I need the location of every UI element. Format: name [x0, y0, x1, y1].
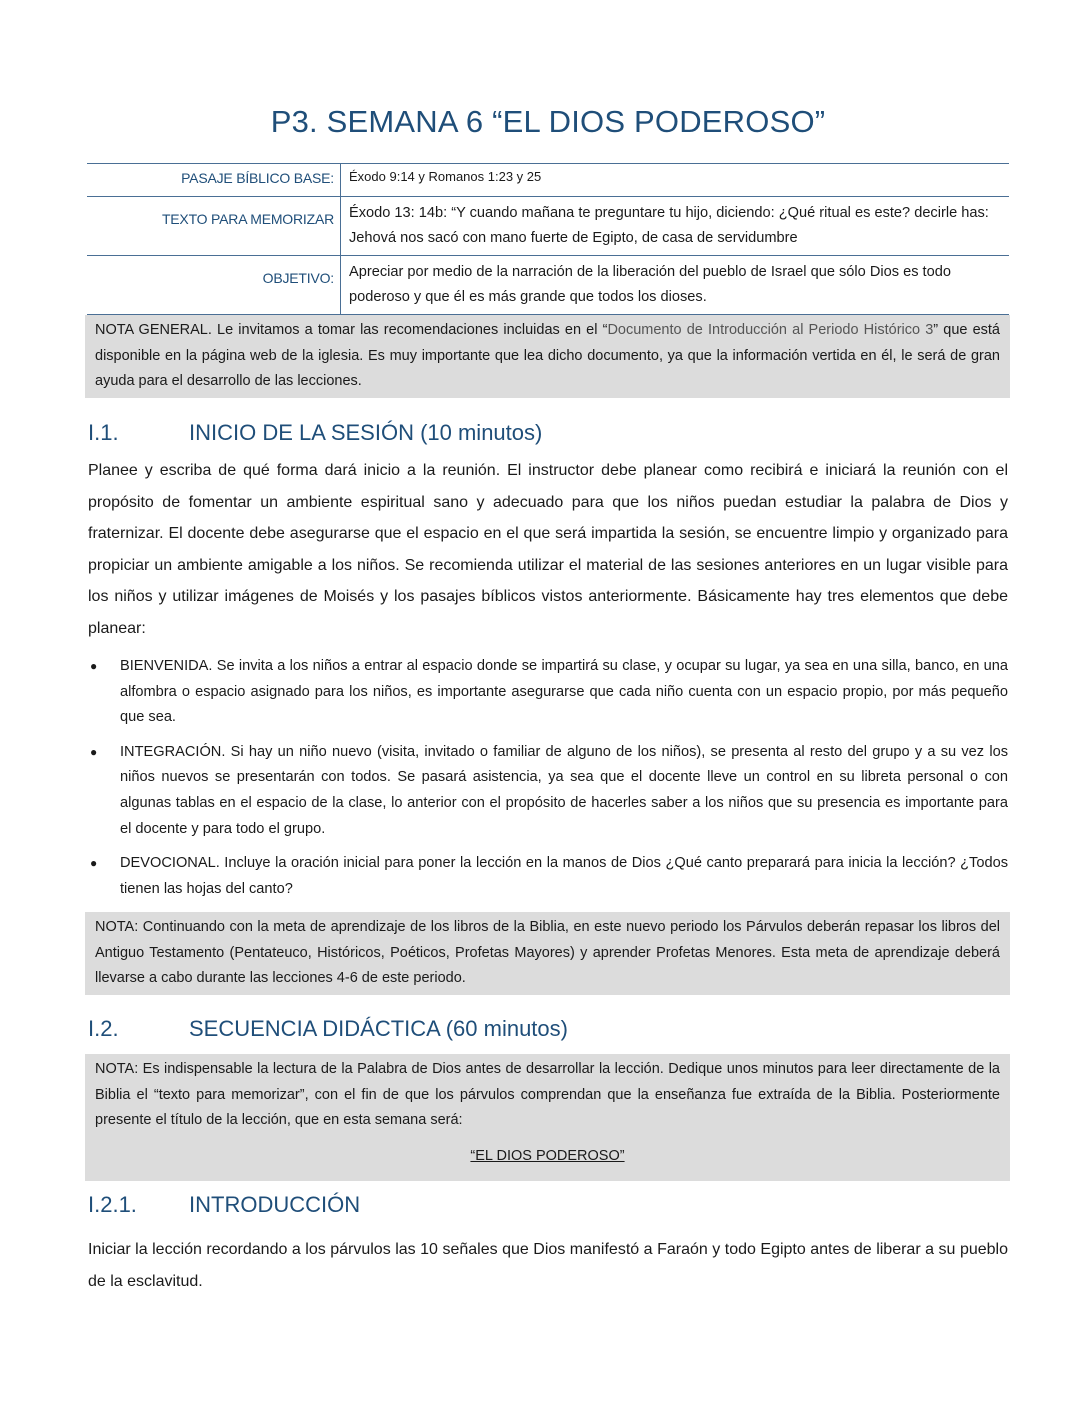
nota-general [85, 315, 1010, 398]
section-number: I.2.1. [88, 1192, 137, 1217]
list-item [88, 654, 1008, 731]
pasaje-value: Éxodo 9:14 y Romanos 1:23 y 25 [341, 164, 1010, 197]
bullet-text: INTEGRACIÓN. Si hay un niño nuevo (visita, invitado o familiar de alguno de los niños), se presenta al resto del grupo y a su vez los niños nuevos se presentarán con todos. Se pasará asistencia, ya sea que el docente lleve un control en su libreta personal o con algunas tablas en el espacio de la clase, lo anterior con el propósito de hacerles saber a los niños que su presencia es importante para el docente y para todo el grupo. [120, 743, 1008, 837]
texto-value: Éxodo 13: 14b: “Y cuando mañana te preguntare tu hijo, diciendo: ¿Qué ritual es este? decirle has: Jehová nos sacó con mano fuerte de Egipto, de casa de servidumbre [341, 197, 1010, 256]
list-item [88, 851, 1008, 902]
texto-label: TEXTO PARA MEMORIZAR [87, 197, 341, 256]
section-heading-secuencia [88, 1016, 568, 1042]
nota-libros-biblia: NOTA: Continuando con la meta de aprendizaje de los libros de la Biblia, en este nuevo periodo los Párvulos deberán repasar los libros del Antiguo Testamento (Pentateuco, Históricos, Poéticos, Profetas Mayores) y aprender Profetas Menores. Esta meta de aprendizaje deberá llevarse a cabo durante las lecciones 4-6 de este periodo. [85, 912, 1010, 995]
nota-general-text-2: ” que está disponible en la página web de la iglesia. Es muy importante que lea dicho documento, ya que la información vertida en él, le será de gran ayuda para el desarrollo de las lecciones. [95, 322, 1000, 389]
lesson-info-table [87, 163, 1009, 315]
section-title: SECUENCIA DIDÁCTICA (60 minutos) [189, 1016, 568, 1041]
inicio-bullet-list [88, 654, 1008, 911]
bullet-icon: ● [90, 856, 98, 871]
lesson-title: “EL DIOS PODEROSO” [470, 1147, 625, 1164]
section-heading-introduccion [88, 1192, 360, 1218]
objetivo-row [87, 256, 1009, 315]
list-item [88, 740, 1008, 842]
inicio-paragraph: Planee y escriba de qué forma dará inicio a la reunión. El instructor debe planear como recibirá e iniciará la reunión con el propósito de fomentar un ambiente espiritual sano y adecuado para que los niños puedan estudiar la palabra de Dios y fraternizar. El docente debe asegurarse que el espacio en el que será impartida la sesión, se encuentre limpio y organizado para propiciar un ambiente amigable a los niños. Se recomienda utilizar el material de las sesiones anteriores en un lugar visible para los niños y utilizar imágenes de Moisés y los pasajes bíblicos vistos anteriormente. Básicamente hay tres elementos que debe planear: [88, 462, 1008, 637]
page-title: P3. SEMANA 6 “EL DIOS PODEROSO” [270, 104, 826, 139]
pasaje-label: PASAJE BÍBLICO BASE: [87, 164, 341, 197]
bullet-text: DEVOCIONAL. Incluye la oración inicial para poner la lección en la manos de Dios ¿Qué canto preparará para inicia la lección? ¿Todos tienen las hojas del canto? [120, 855, 1008, 897]
section-title: INTRODUCCIÓN [189, 1192, 361, 1217]
bullet-text: BIENVENIDA. Se invita a los niños a entrar al espacio donde se impartirá su clase, y ocupar su lugar, ya sea en una silla, banco, en una alfombra o espacio asignado para los niños, es importante asegurarse que cada niño cuenta con un espacio propio, por más pequeño que sea. [120, 658, 1008, 726]
nota-lectura-text: NOTA: Es indispensable la lectura de la Palabra de Dios antes de desarrollar la lección. Dedique unos minutos para leer directamente de la Biblia el “texto para memorizar”, con el fin de que los párvulos comprendan que la enseñanza fue extraída de la Biblia. Posteriormente presente el título de la lección, que en esta semana será: [95, 1061, 1000, 1128]
bullet-icon: ● [90, 659, 98, 673]
nota-general-document-name: Documento de Introducción al Periodo Histórico 3 [607, 322, 934, 338]
section-title: INICIO DE LA SESIÓN (10 minutos) [189, 420, 543, 445]
section-number: I.1. [88, 420, 119, 445]
introduccion-paragraph: Iniciar la lección recordando a los párvulos las 10 señales que Dios manifestó a Faraón y todo Egipto antes de liberar a su pueblo de la esclavitud. [88, 1241, 1008, 1290]
objetivo-value: Apreciar por medio de la narración de la liberación del pueblo de Israel que sólo Dios es todo poderoso y que él es más grande que todos los dioses. [341, 256, 1010, 315]
section-number: I.2. [88, 1016, 119, 1041]
objetivo-label: OBJETIVO: [87, 256, 341, 315]
bullet-icon: ● [90, 744, 98, 759]
pasaje-row [87, 164, 1009, 197]
section-heading-inicio [88, 420, 542, 446]
texto-row [87, 197, 1009, 256]
nota-lectura [85, 1054, 1010, 1181]
nota-general-text-1: NOTA GENERAL. Le invitamos a tomar las recomendaciones incluidas en el “ [95, 322, 608, 338]
